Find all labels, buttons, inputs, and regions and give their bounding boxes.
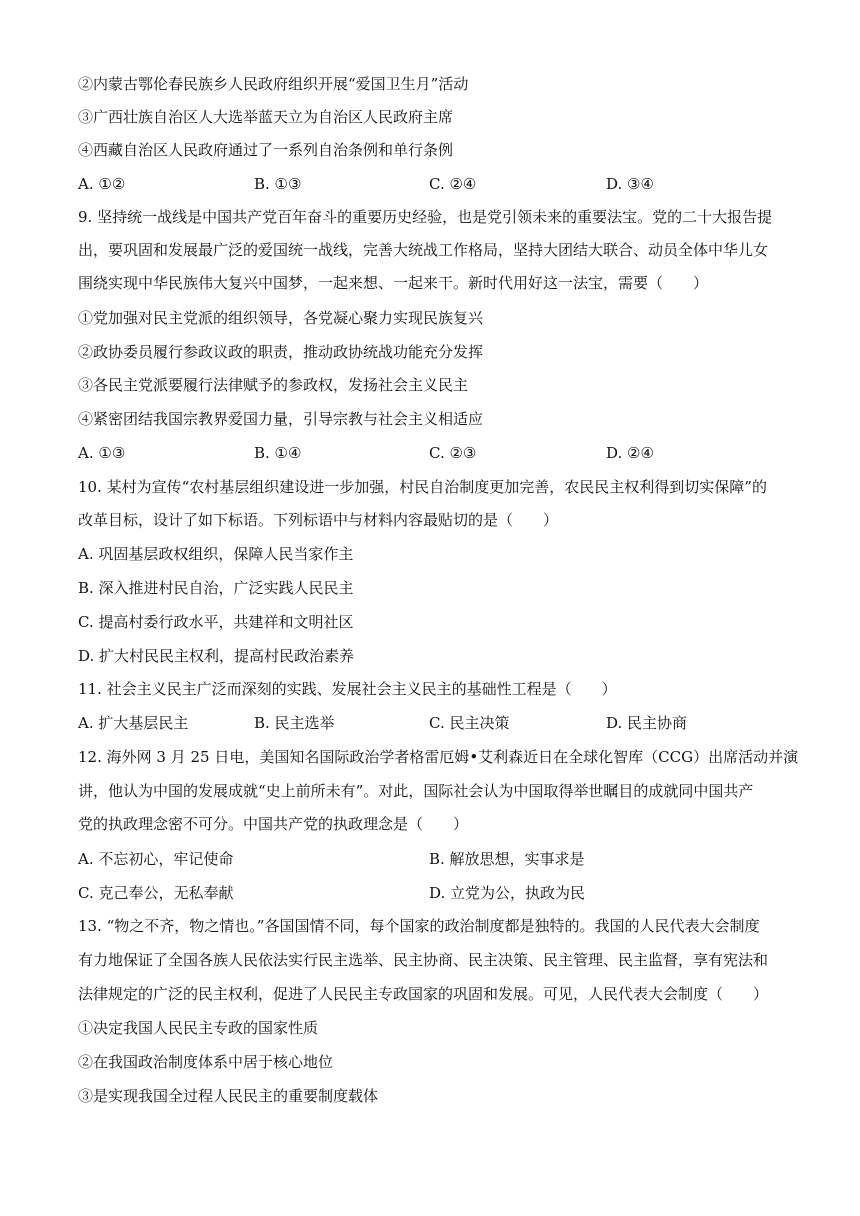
q10-stem-line-1: 10. 某村为宣传“农村基层组织建设进一步加强，村民自治制度更加完善，农民民主权利得到切实保障”的 <box>78 478 767 496</box>
q12-options-row-2 <box>78 883 778 903</box>
q13-statement-3: ③是实现我国全过程人民民主的重要制度载体 <box>78 1087 379 1105</box>
q11-options <box>78 713 778 733</box>
q8-option-a[interactable]: A. ①② <box>78 175 126 193</box>
q12-option-d[interactable]: D. 立党为公，执政为民 <box>429 884 586 902</box>
q12-option-a[interactable]: A. 不忘初心，牢记使命 <box>78 850 234 868</box>
q9-option-a[interactable]: A. ①③ <box>78 444 126 462</box>
q8-option-b[interactable]: B. ①③ <box>254 175 302 193</box>
q10-stem-line-2: 改革目标，设计了如下标语。下列标语中与材料内容最贴切的是（ ） <box>78 511 559 529</box>
q8-statement-3: ③广西壮族自治区人大选举蓝天立为自治区人民政府主席 <box>78 108 454 126</box>
q11-option-c[interactable]: C. 民主决策 <box>429 714 510 732</box>
q9-option-c[interactable]: C. ②③ <box>429 444 477 462</box>
q12-option-b[interactable]: B. 解放思想，实事求是 <box>429 850 585 868</box>
q10-option-a[interactable]: A. 巩固基层政权组织，保障人民当家作主 <box>78 545 354 563</box>
q8-option-c[interactable]: C. ②④ <box>429 175 477 193</box>
q13-stem-line-3: 法律规定的广泛的民主权利，促进了人民民主专政国家的巩固和发展。可见，人民代表大会制度（ ） <box>78 985 769 1003</box>
q13-stem-line-2: 有力地保证了全国各族人民依法实行民主选举、民主协商、民主决策、民主管理、民主监督，享有宪法和 <box>78 951 769 969</box>
q11-option-d[interactable]: D. 民主协商 <box>606 714 688 732</box>
q9-stem-line-3: 围绕实现中华民族伟大复兴中国梦，一起来想、一起来干。新时代用好这一法宝，需要（ ） <box>78 274 709 292</box>
q12-stem-line-1: 12. 海外网 3 月 25 日电，美国知名国际政治学者格雷厄姆•艾利森近日在全球化智库（CCG）出席活动并演 <box>78 748 799 766</box>
q10-option-b[interactable]: B. 深入推进村民自治，广泛实践人民民主 <box>78 579 354 597</box>
q8-options <box>78 174 778 194</box>
q13-statement-1: ①决定我国人民民主专政的国家性质 <box>78 1019 319 1037</box>
q9-statement-2: ②政协委员履行参政议政的职责，推动政协统战功能充分发挥 <box>78 343 484 361</box>
q9-option-d[interactable]: D. ②④ <box>606 444 654 462</box>
q11-option-a[interactable]: A. 扩大基层民主 <box>78 714 189 732</box>
q12-stem-line-2: 讲，他认为中国的发展成就“史上前所未有”。对此，国际社会认为中国取得举世瞩目的成就同中国共产 <box>78 782 754 800</box>
q9-statement-3: ③各民主党派要履行法律赋予的参政权，发扬社会主义民主 <box>78 376 469 394</box>
q9-option-b[interactable]: B. ①④ <box>254 444 302 462</box>
q13-stem-line-1: 13. “物之不齐，物之情也。”各国国情不同，每个国家的政治制度都是独特的。我国的人民代表大会制度 <box>78 917 760 935</box>
q8-option-d[interactable]: D. ③④ <box>606 175 654 193</box>
q9-options <box>78 443 778 463</box>
q11-stem: 11. 社会主义民主广泛而深刻的实践、发展社会主义民主的基础性工程是（ ） <box>78 680 617 698</box>
q12-option-c[interactable]: C. 克己奉公，无私奉献 <box>78 884 234 902</box>
q12-options-row-1 <box>78 849 778 869</box>
q11-option-b[interactable]: B. 民主选举 <box>254 714 335 732</box>
q13-statement-2: ②在我国政治制度体系中居于核心地位 <box>78 1053 334 1071</box>
q8-statement-2: ②内蒙古鄂伦春民族乡人民政府组织开展“爱国卫生月”活动 <box>78 75 469 93</box>
q9-stem-line-2: 出，要巩固和发展最广泛的爱国统一战线，完善大统战工作格局，坚持大团结大联合、动员全体中华儿女 <box>78 241 769 259</box>
q8-statement-4: ④西藏自治区人民政府通过了一系列自治条例和单行条例 <box>78 141 454 159</box>
q9-statement-1: ①党加强对民主党派的组织领导，各党凝心聚力实现民族复兴 <box>78 309 484 327</box>
q10-option-c[interactable]: C. 提高村委行政水平，共建祥和文明社区 <box>78 613 354 631</box>
q12-stem-line-3: 党的执政理念密不可分。中国共产党的执政理念是（ ） <box>78 815 469 833</box>
q9-stem-line-1: 9. 坚持统一战线是中国共产党百年奋斗的重要历史经验，也是党引领未来的重要法宝。党的二十大报告提 <box>78 208 773 226</box>
q10-option-d[interactable]: D. 扩大村民民主权利，提高村民政治素养 <box>78 647 355 665</box>
q9-statement-4: ④紧密团结我国宗教界爱国力量，引导宗教与社会主义相适应 <box>78 410 484 428</box>
